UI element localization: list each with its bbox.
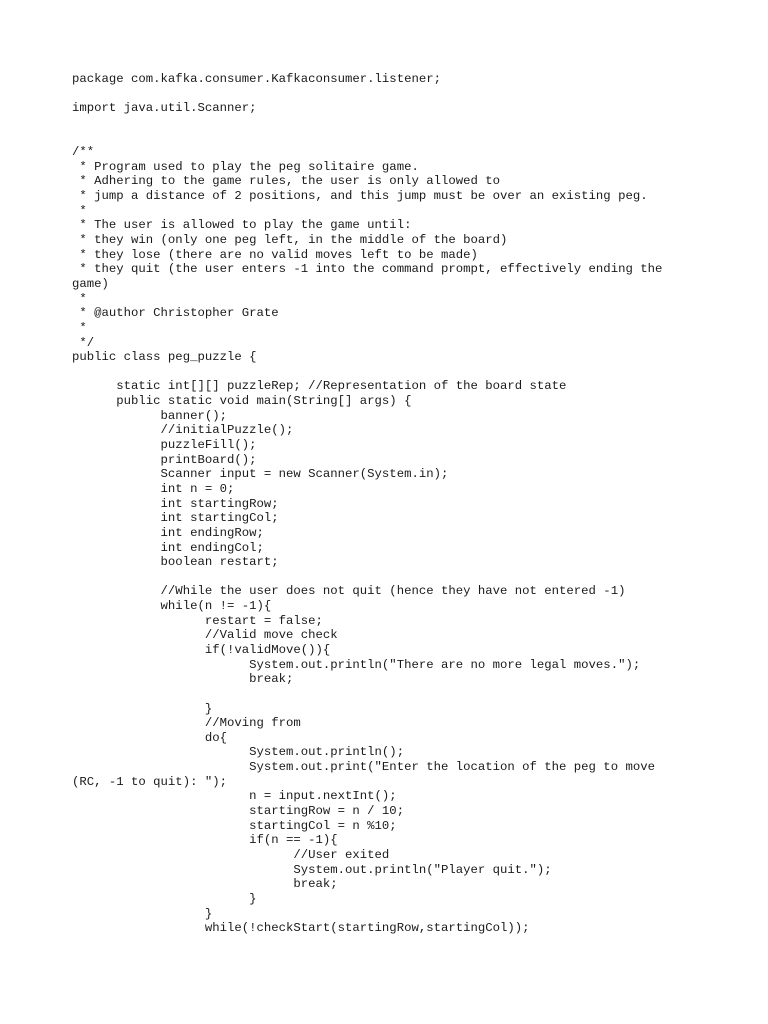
code-line: package com.kafka.consumer.Kafkaconsumer.listener;: [72, 72, 441, 86]
code-line: int startingRow;: [72, 496, 279, 511]
code-line: (RC, -1 to quit): ");: [72, 774, 227, 789]
code-line: startingRow = n / 10;: [72, 804, 405, 819]
code-line: game): [72, 276, 109, 291]
code-line: * Program used to play the peg solitaire game.: [72, 159, 419, 174]
code-line: * they lose (there are no valid moves left to be made): [72, 247, 478, 262]
code-line: *: [72, 291, 87, 306]
code-line: int n = 0;: [72, 481, 235, 496]
code-line: System.out.println("There are no more legal moves.");: [72, 657, 641, 672]
code-line: //User exited: [72, 847, 390, 862]
code-line: banner();: [72, 408, 227, 423]
code-line: }: [72, 701, 213, 716]
code-line: [72, 570, 692, 585]
code-line: int startingCol;: [72, 511, 279, 526]
code-line: *: [72, 203, 87, 218]
code-line: public class peg_puzzle {: [72, 350, 257, 365]
code-line: */: [72, 335, 95, 350]
code-line: [72, 365, 692, 380]
code-line: while(!checkStart(startingRow,startingCol));: [72, 921, 530, 936]
code-line: [72, 87, 692, 102]
code-line: * they win (only one peg left, in the middle of the board): [72, 233, 508, 248]
code-line: }: [72, 891, 257, 906]
code-line: do{: [72, 730, 227, 745]
code-line: startingCol = n %10;: [72, 818, 397, 833]
code-line: public static void main(String[] args) {: [72, 394, 412, 409]
code-line: printBoard();: [72, 452, 257, 467]
code-line: * Adhering to the game rules, the user is only allowed to: [72, 174, 501, 189]
code-line: while(n != -1){: [72, 599, 272, 614]
code-line: puzzleFill();: [72, 438, 257, 453]
code-line: n = input.nextInt();: [72, 789, 397, 804]
code-line: * jump a distance of 2 positions, and this jump must be over an existing peg.: [72, 189, 648, 204]
code-line: import java.util.Scanner;: [72, 101, 257, 116]
code-line: [72, 116, 692, 131]
code-line: boolean restart;: [72, 555, 279, 570]
code-line: *: [72, 320, 87, 335]
code-line: if(n == -1){: [72, 833, 338, 848]
code-line: System.out.println("Player quit.");: [72, 862, 552, 877]
code-line: /**: [72, 145, 95, 160]
code-line: break;: [72, 672, 294, 687]
code-line: [72, 687, 692, 702]
code-line: //Moving from: [72, 716, 301, 731]
code-line: Scanner input = new Scanner(System.in);: [72, 467, 449, 482]
code-line: //While the user does not quit (hence they have not entered -1): [72, 584, 626, 599]
code-line: int endingCol;: [72, 540, 264, 555]
code-line: [72, 131, 692, 146]
code-line: System.out.print("Enter the location of the peg to move: [72, 760, 655, 775]
code-line: int endingRow;: [72, 525, 264, 540]
code-line: }: [72, 906, 213, 921]
code-line: //initialPuzzle();: [72, 423, 294, 438]
code-line: restart = false;: [72, 613, 323, 628]
code-line: * @author Christopher Grate: [72, 306, 279, 321]
code-line: * The user is allowed to play the game until:: [72, 218, 412, 233]
code-line: break;: [72, 877, 338, 892]
code-line: if(!validMove()){: [72, 642, 331, 657]
code-line: //Valid move check: [72, 628, 338, 643]
code-line: static int[][] puzzleRep; //Representation of the board state: [72, 379, 567, 394]
code-listing: [72, 72, 692, 936]
code-line: System.out.println();: [72, 745, 405, 760]
code-line: * they quit (the user enters -1 into the command prompt, effectively ending the: [72, 262, 663, 277]
